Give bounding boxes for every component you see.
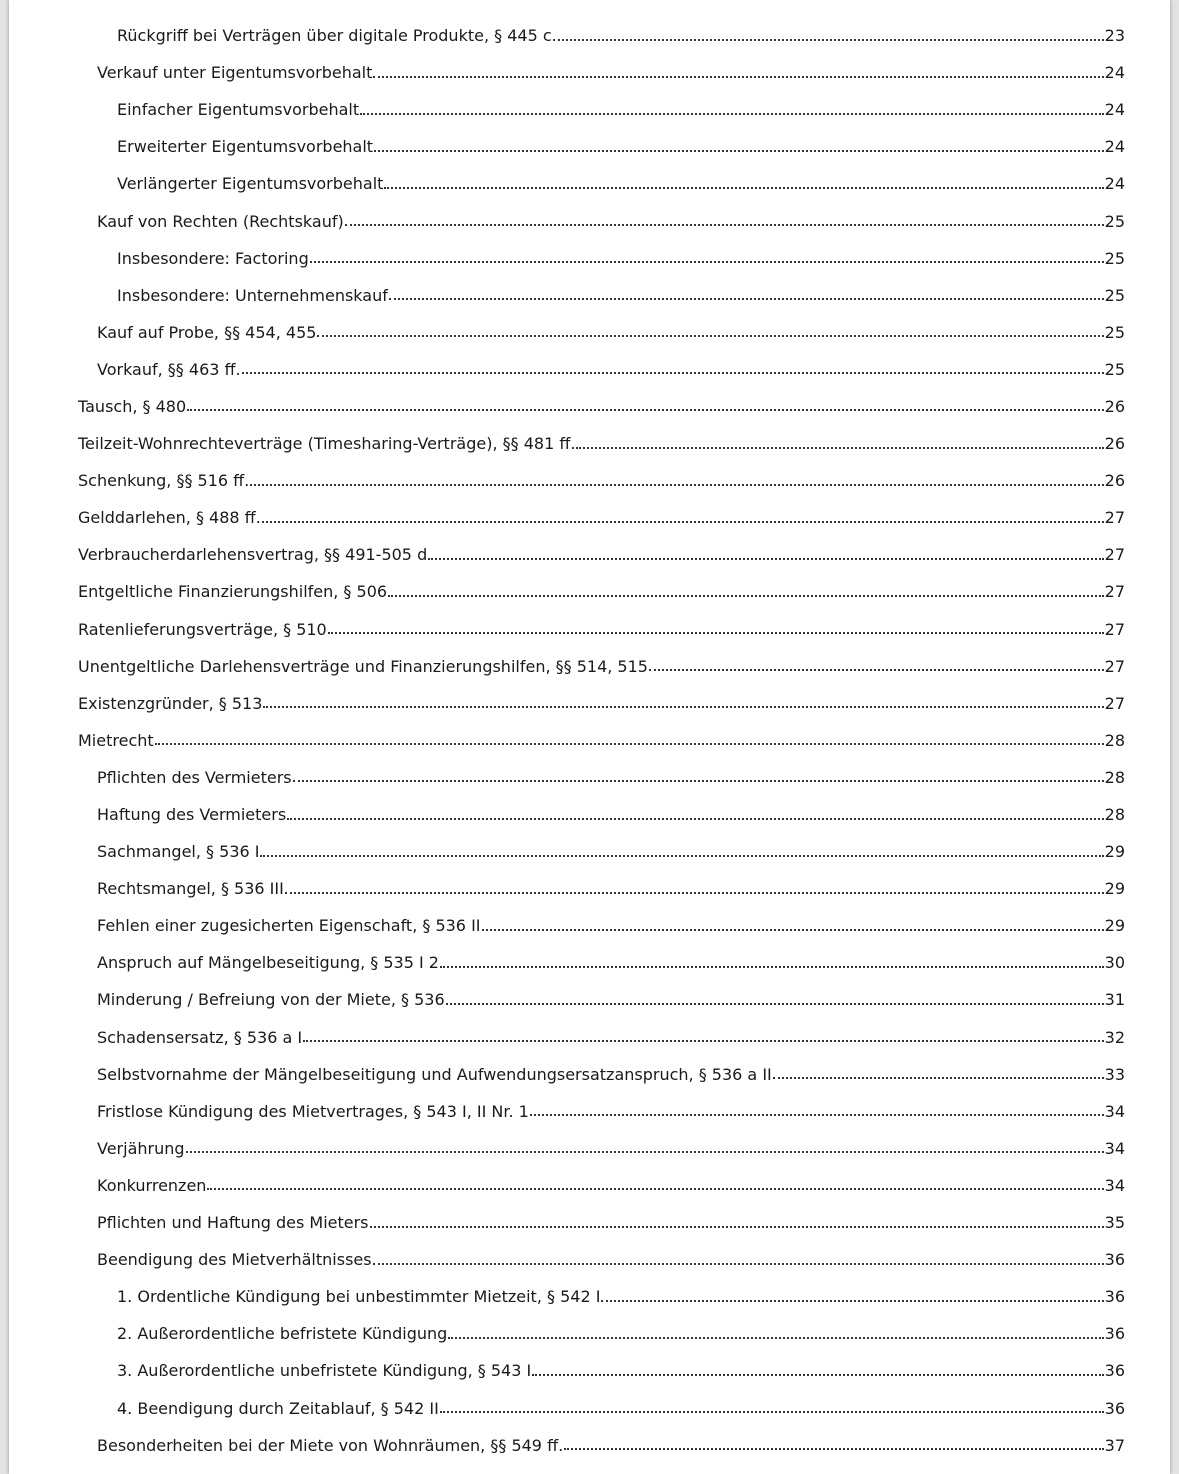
dot-leader bbox=[373, 76, 1103, 78]
dot-leader bbox=[773, 1077, 1104, 1079]
toc-entry-title: Teilzeit-Wohnrechteverträge (Timesharing-Verträge), §§ 481 ff. bbox=[78, 434, 576, 454]
toc-entry-title: Minderung / Befreiung von der Miete, § 536 bbox=[97, 990, 445, 1010]
toc-entry-page-number: 28 bbox=[1104, 730, 1125, 750]
dot-leader bbox=[250, 484, 1103, 486]
dot-leader bbox=[389, 298, 1104, 300]
toc-entry-page-number: 27 bbox=[1104, 582, 1125, 602]
toc-entry-page-number: 29 bbox=[1104, 842, 1125, 862]
dot-leader bbox=[446, 1003, 1104, 1005]
toc-entry-page-number: 23 bbox=[1104, 26, 1125, 46]
dot-leader bbox=[564, 1448, 1103, 1450]
dot-leader bbox=[155, 743, 1104, 745]
dot-leader bbox=[260, 855, 1103, 857]
toc-entry-title: Schenkung, §§ 516 ff. bbox=[78, 471, 250, 491]
toc-entry-title: Existenzgründer, § 513 bbox=[78, 693, 263, 713]
dot-leader bbox=[440, 1411, 1104, 1413]
dot-leader bbox=[285, 892, 1104, 894]
toc-entry-title: Rückgriff bei Verträgen über digitale Produkte, § 445 c bbox=[117, 26, 552, 46]
toc-entry-title: Fristlose Kündigung des Mietvertrages, § 543 I, II Nr. 1 bbox=[97, 1101, 529, 1121]
toc-entry[interactable] bbox=[9, 1427, 1170, 1464]
toc-entry-title: Insbesondere: Unternehmenskauf bbox=[117, 285, 388, 305]
toc-entry-page-number: 33 bbox=[1104, 1064, 1125, 1084]
toc-entry[interactable] bbox=[9, 202, 1170, 239]
toc-entry-page-number: 26 bbox=[1104, 434, 1125, 454]
dot-leader bbox=[262, 521, 1104, 523]
toc-entry-title: Tausch, § 480 bbox=[78, 396, 187, 416]
dot-leader bbox=[482, 929, 1104, 931]
dot-leader bbox=[317, 335, 1103, 337]
toc-entry-page-number: 25 bbox=[1104, 322, 1125, 342]
toc-entry[interactable] bbox=[9, 833, 1170, 870]
toc-entry[interactable] bbox=[9, 1241, 1170, 1278]
toc-entry-page-number: 36 bbox=[1104, 1398, 1125, 1418]
toc-entry[interactable] bbox=[9, 981, 1170, 1018]
toc-entry-page-number: 26 bbox=[1104, 471, 1125, 491]
toc-entry-title: Selbstvornahme der Mängelbeseitigung und Aufwendungsersatzanspruch, § 536 a II bbox=[97, 1064, 772, 1084]
toc-entry[interactable] bbox=[9, 388, 1170, 425]
toc-entry-title: 2. Außerordentliche befristete Kündigung bbox=[117, 1324, 448, 1344]
toc-entry-title: Ratenlieferungsverträge, § 510 bbox=[78, 619, 327, 639]
dot-leader bbox=[553, 39, 1104, 41]
toc-entry[interactable] bbox=[9, 796, 1170, 833]
toc-entry-title: Verkauf unter Eigentumsvorbehalt bbox=[97, 63, 373, 83]
toc-entry-title: Mietrecht bbox=[78, 730, 154, 750]
toc-entry-page-number: 30 bbox=[1104, 953, 1125, 973]
toc-entry-title: Verbraucherdarlehensvertrag, §§ 491-505 d bbox=[78, 545, 428, 565]
dot-leader bbox=[576, 447, 1103, 449]
toc-entry-page-number: 36 bbox=[1104, 1324, 1125, 1344]
toc-entry[interactable] bbox=[9, 277, 1170, 314]
toc-entry[interactable] bbox=[9, 462, 1170, 499]
toc-entry-page-number: 25 bbox=[1104, 211, 1125, 231]
toc-entry-title: 1. Ordentliche Kündigung bei unbestimmter Mietzeit, § 542 I bbox=[117, 1287, 601, 1307]
toc-entry[interactable] bbox=[9, 499, 1170, 536]
toc-entry[interactable] bbox=[9, 1093, 1170, 1130]
toc-entry-title: Kauf auf Probe, §§ 454, 455 bbox=[97, 322, 317, 342]
toc-entry-title: Konkurrenzen bbox=[97, 1175, 207, 1195]
toc-entry-title: Haftung des Vermieters bbox=[97, 805, 287, 825]
toc-entry-title: Gelddarlehen, § 488 ff. bbox=[78, 508, 261, 528]
toc-entry[interactable] bbox=[9, 685, 1170, 722]
dot-leader bbox=[440, 966, 1104, 968]
toc-entry-page-number: 34 bbox=[1104, 1138, 1125, 1158]
toc-entry-page-number: 29 bbox=[1104, 879, 1125, 899]
toc-entry-title: Sachmangel, § 536 I bbox=[97, 842, 260, 862]
toc-entry-page-number: 24 bbox=[1104, 63, 1125, 83]
toc-entry-title: Besonderheiten bei der Miete von Wohnräumen, §§ 549 ff. bbox=[97, 1435, 564, 1455]
toc-entry[interactable] bbox=[9, 1389, 1170, 1426]
toc-entry-title: Unentgeltliche Darlehensverträge und Finanzierungshilfen, §§ 514, 515 bbox=[78, 656, 648, 676]
dot-leader bbox=[310, 261, 1104, 263]
dot-leader bbox=[242, 372, 1104, 374]
toc-entry-page-number: 28 bbox=[1104, 805, 1125, 825]
toc-entry-page-number: 25 bbox=[1104, 248, 1125, 268]
toc-entry-page-number: 24 bbox=[1104, 174, 1125, 194]
toc-entry[interactable] bbox=[9, 573, 1170, 610]
table-of-contents bbox=[9, 17, 1170, 1464]
toc-entry[interactable] bbox=[9, 425, 1170, 462]
toc-entry-title: 3. Außerordentliche unbefristete Kündigung, § 543 I bbox=[117, 1361, 532, 1381]
toc-entry[interactable] bbox=[9, 91, 1170, 128]
toc-entry-title: Erweiterter Eigentumsvorbehalt bbox=[117, 137, 374, 157]
toc-entry-page-number: 26 bbox=[1104, 396, 1125, 416]
toc-entry[interactable] bbox=[9, 870, 1170, 907]
dot-leader bbox=[186, 1151, 1104, 1153]
toc-entry-title: Rechtsmangel, § 536 III bbox=[97, 879, 284, 899]
dot-leader bbox=[345, 224, 1104, 226]
dot-leader bbox=[384, 187, 1103, 189]
dot-leader bbox=[388, 595, 1104, 597]
toc-entry[interactable] bbox=[9, 759, 1170, 796]
toc-entry-page-number: 28 bbox=[1104, 767, 1125, 787]
toc-entry-title: Pflichten des Vermieters bbox=[97, 767, 292, 787]
dot-leader bbox=[374, 150, 1104, 152]
toc-entry-page-number: 27 bbox=[1104, 656, 1125, 676]
toc-entry-title: Schadensersatz, § 536 a I bbox=[97, 1027, 303, 1047]
dot-leader bbox=[448, 1337, 1103, 1339]
toc-entry-page-number: 25 bbox=[1104, 359, 1125, 379]
toc-entry[interactable] bbox=[9, 722, 1170, 759]
toc-entry-title: Verlängerter Eigentumsvorbehalt bbox=[117, 174, 384, 194]
dot-leader bbox=[360, 113, 1104, 115]
toc-entry[interactable] bbox=[9, 907, 1170, 944]
toc-entry[interactable] bbox=[9, 1056, 1170, 1093]
toc-entry-title: Entgeltliche Finanzierungshilfen, § 506 bbox=[78, 582, 388, 602]
document-page bbox=[9, 0, 1170, 1474]
toc-entry-page-number: 29 bbox=[1104, 916, 1125, 936]
toc-entry-page-number: 27 bbox=[1104, 693, 1125, 713]
toc-entry[interactable] bbox=[9, 611, 1170, 648]
toc-entry-page-number: 27 bbox=[1104, 508, 1125, 528]
toc-entry-page-number: 25 bbox=[1104, 285, 1125, 305]
toc-entry[interactable] bbox=[9, 17, 1170, 54]
toc-entry-title: Fehlen einer zugesicherten Eigenschaft, § 536 II bbox=[97, 916, 481, 936]
toc-entry[interactable] bbox=[9, 240, 1170, 277]
toc-entry-page-number: 36 bbox=[1104, 1361, 1125, 1381]
toc-entry[interactable] bbox=[9, 351, 1170, 388]
toc-entry-page-number: 31 bbox=[1104, 990, 1125, 1010]
dot-leader bbox=[293, 780, 1104, 782]
toc-entry-title: Pflichten und Haftung des Mieters bbox=[97, 1213, 369, 1233]
toc-entry-title: Vorkauf, §§ 463 ff. bbox=[97, 359, 241, 379]
toc-entry[interactable] bbox=[9, 648, 1170, 685]
toc-entry[interactable] bbox=[9, 944, 1170, 981]
dot-leader bbox=[328, 632, 1104, 634]
toc-entry[interactable] bbox=[9, 1278, 1170, 1315]
toc-entry[interactable] bbox=[9, 314, 1170, 351]
toc-entry-title: Kauf von Rechten (Rechtskauf) bbox=[97, 211, 344, 231]
dot-leader bbox=[263, 706, 1103, 708]
dot-leader bbox=[649, 669, 1104, 671]
toc-entry-page-number: 34 bbox=[1104, 1175, 1125, 1195]
toc-entry-title: Verjährung bbox=[97, 1138, 185, 1158]
dot-leader bbox=[428, 558, 1103, 560]
toc-entry[interactable] bbox=[9, 1130, 1170, 1167]
toc-entry[interactable] bbox=[9, 1019, 1170, 1056]
toc-entry-title: 4. Beendigung durch Zeitablauf, § 542 II bbox=[117, 1398, 439, 1418]
toc-entry[interactable] bbox=[9, 165, 1170, 202]
dot-leader bbox=[373, 1263, 1104, 1265]
dot-leader bbox=[207, 1188, 1103, 1190]
toc-entry[interactable] bbox=[9, 1315, 1170, 1352]
toc-entry[interactable] bbox=[9, 54, 1170, 91]
toc-entry-title: Insbesondere: Factoring bbox=[117, 248, 309, 268]
dot-leader bbox=[601, 1300, 1103, 1302]
toc-entry[interactable] bbox=[9, 536, 1170, 573]
dot-leader bbox=[370, 1226, 1104, 1228]
toc-entry[interactable] bbox=[9, 1352, 1170, 1389]
toc-entry[interactable] bbox=[9, 128, 1170, 165]
toc-entry-title: Beendigung des Mietverhältnisses bbox=[97, 1250, 372, 1270]
toc-entry-page-number: 27 bbox=[1104, 545, 1125, 565]
toc-entry-page-number: 24 bbox=[1104, 100, 1125, 120]
toc-entry-page-number: 27 bbox=[1104, 619, 1125, 639]
toc-entry[interactable] bbox=[9, 1204, 1170, 1241]
toc-entry[interactable] bbox=[9, 1167, 1170, 1204]
dot-leader bbox=[187, 409, 1104, 411]
toc-entry-title: Einfacher Eigentumsvorbehalt bbox=[117, 100, 360, 120]
toc-entry-page-number: 32 bbox=[1104, 1027, 1125, 1047]
toc-entry-page-number: 36 bbox=[1104, 1250, 1125, 1270]
toc-entry-title: Anspruch auf Mängelbeseitigung, § 535 I 2 bbox=[97, 953, 439, 973]
dot-leader bbox=[530, 1114, 1104, 1116]
dot-leader bbox=[287, 818, 1103, 820]
toc-entry-page-number: 24 bbox=[1104, 137, 1125, 157]
toc-entry-page-number: 34 bbox=[1104, 1101, 1125, 1121]
toc-entry-page-number: 37 bbox=[1104, 1435, 1125, 1455]
dot-leader bbox=[532, 1374, 1103, 1376]
dot-leader bbox=[303, 1040, 1104, 1042]
toc-entry-page-number: 35 bbox=[1104, 1213, 1125, 1233]
toc-entry-page-number: 36 bbox=[1104, 1287, 1125, 1307]
